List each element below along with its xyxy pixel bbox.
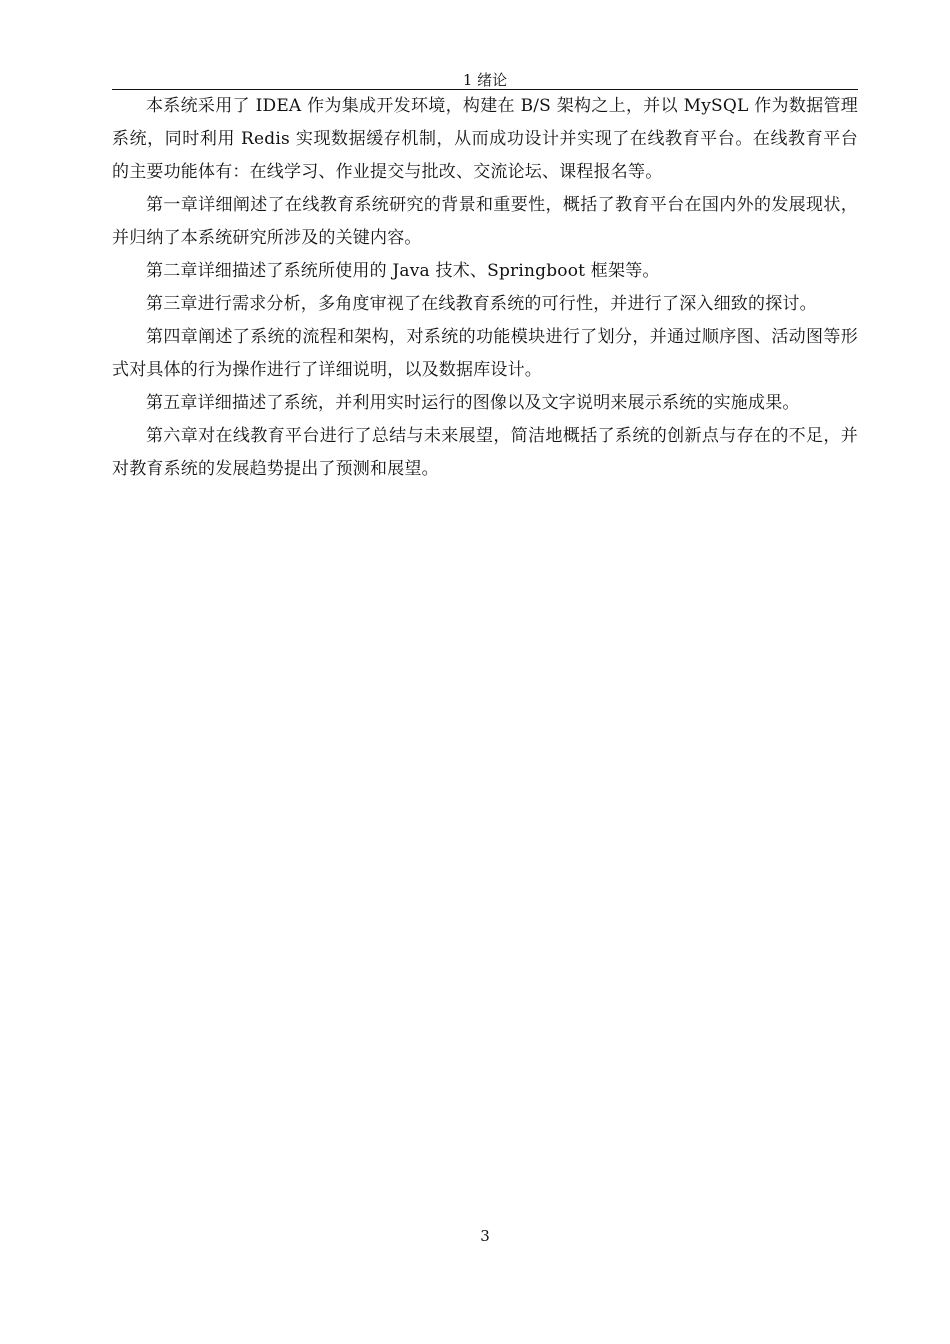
paragraph: 第三章进行需求分析，多角度审视了在线教育系统的可行性，并进行了深入细致的探讨。 — [146, 294, 817, 314]
paragraph: 第一章详细阐述了在线教育系统研究的背景和重要性，概括了教育平台在国内外的发展现状，并归纳了本系统研究所涉及的关键内容。 — [112, 195, 858, 248]
paragraph: 第四章阐述了系统的流程和架构，对系统的功能模块进行了划分，并通过顺序图、活动图等形式对具体的行为操作进行了详细说明，以及数据库设计。 — [112, 327, 858, 380]
paragraph: 第五章详细描述了系统，并利用实时运行的图像以及文字说明来展示系统的实施成果。 — [146, 393, 800, 413]
body-text — [112, 90, 858, 486]
paragraph: 第六章对在线教育平台进行了总结与未来展望，简洁地概括了系统的创新点与存在的不足，并对教育系统的发展趋势提出了预测和展望。 — [112, 426, 858, 479]
page-number: 3 — [480, 1227, 490, 1245]
running-header: 1 绪论 — [462, 71, 508, 89]
paragraph: 第二章详细描述了系统所使用的 Java 技术、Springboot 框架等。 — [146, 261, 660, 281]
paragraph: 本系统采用了 IDEA 作为集成开发环境，构建在 B/S 架构之上，并以 MySQL 作为数据管理系统，同时利用 Redis 实现数据缓存机制，从而成功设计并实现了在线教育平台。在线教育平台的主要功能体有：在线学习、作业提交与批改、交流论坛、课程报名等。 — [112, 96, 858, 182]
